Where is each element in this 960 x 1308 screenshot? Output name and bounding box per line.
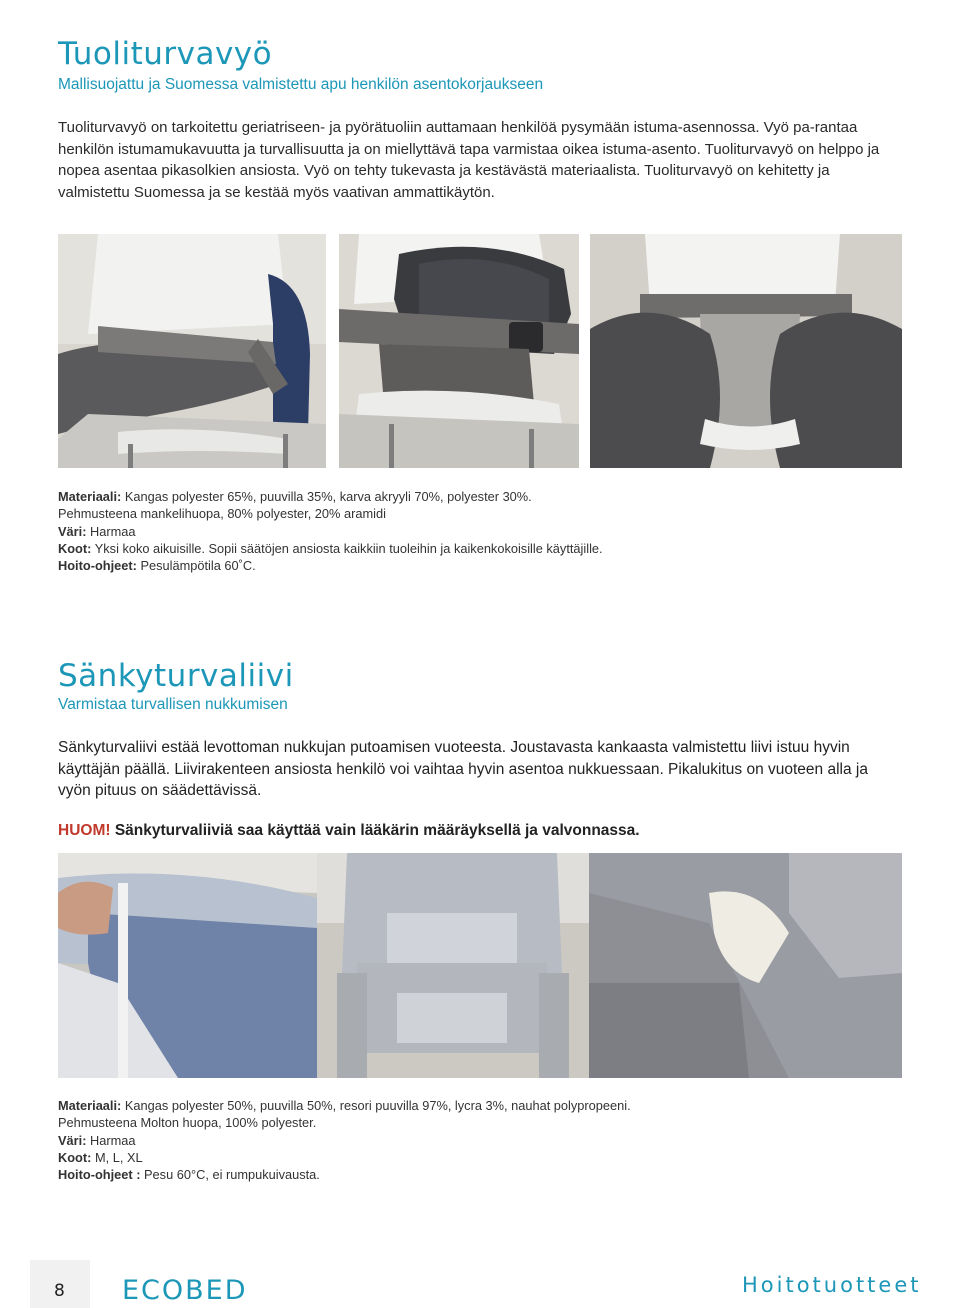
chair-belt-front-photo (590, 234, 902, 468)
brand-logo: ECOBED (122, 1275, 248, 1306)
warning-label: HUOM! (58, 822, 111, 839)
bed-vest-lying-photo (58, 853, 317, 1078)
section2-warning (58, 822, 640, 840)
bed-vest-closeup-photo (589, 853, 902, 1078)
section1-body: Tuoliturvavyö on tarkoitettu geriatriseen- ja pyörätuoliin auttamaan henkilöä pysymään istuma-asennossa. Vyö pa-rantaa henkilön istumamukavuutta ja turvallisuutta ja on miellyttävä tapa varmistaa oikea istuma-asento. Tuoliturvavyö on helppo ja nopea asentaa pikasolkien ansiosta. Vyö on tehty tukevasta ja kestävästä materiaalista. Tuoliturvavyö on kehitetty ja valmistettu Suomessa ja se kestää myös vaativan ammattikäytön. (58, 119, 880, 201)
section1-subtitle: Mallisuojattu ja Suomessa valmistettu apu henkilön asentokorjaukseen (58, 76, 544, 93)
section2-subtitle: Varmistaa turvallisen nukkumisen (58, 696, 288, 713)
spec-padding: Pehmusteena mankelihuopa, 80% polyester, 20% aramidi (58, 506, 386, 522)
section2-title: Sänkyturvaliivi (58, 658, 294, 694)
spec-care: Hoito-ohjeet : Pesu 60°C, ei rumpukuivausta. (58, 1167, 320, 1183)
page-number: 8 (54, 1281, 65, 1301)
section1-specs (58, 488, 618, 574)
category-label: Hoitotuotteet (742, 1273, 922, 1297)
spec-care: Hoito-ohjeet: Pesulämpötila 60˚C. (58, 558, 256, 574)
section2-specs (58, 1097, 678, 1183)
section1-title: Tuoliturvavyö (58, 36, 273, 72)
spec-material: Materiaali: Kangas polyester 50%, puuvilla 50%, resori puuvilla 97%, lycra 3%, nauhat polypropeeni. (58, 1098, 631, 1113)
chair-belt-back-photo (339, 234, 579, 468)
spec-sizes: Koot: Yksi koko aikuisille. Sopii säätöjen ansiosta kaikkiin tuoleihin ja kaikenkokoisille käyttäjille. (58, 540, 603, 556)
spec-sizes: Koot: M, L, XL (58, 1149, 143, 1165)
bed-vest-back-photo (317, 853, 589, 1078)
spec-padding: Pehmusteena Molton huopa, 100% polyester. (58, 1115, 317, 1131)
spec-material: Materiaali: Kangas polyester 65%, puuvilla 35%, karva akryyli 70%, polyester 30%. (58, 489, 532, 504)
chair-belt-side-photo (58, 234, 326, 468)
spec-color: Väri: Harmaa (58, 1132, 136, 1148)
warning-text: Sänkyturvaliiviä saa käyttää vain lääkärin määräyksellä ja valvonnassa. (110, 822, 640, 839)
spec-color: Väri: Harmaa (58, 523, 136, 539)
section2-body: Sänkyturvaliivi estää levottoman nukkujan putoamisen vuoteesta. Joustavasta kankaasta valmistettu liivi istuu hyvin käyttäjän päällä. Liivirakenteen ansiosta henkilö voi vaihtaa hyvin asentoa nukkuessaan. Pikalukitus on vuoteen alla ja vyön pituus on säädettävissä. (58, 739, 868, 799)
